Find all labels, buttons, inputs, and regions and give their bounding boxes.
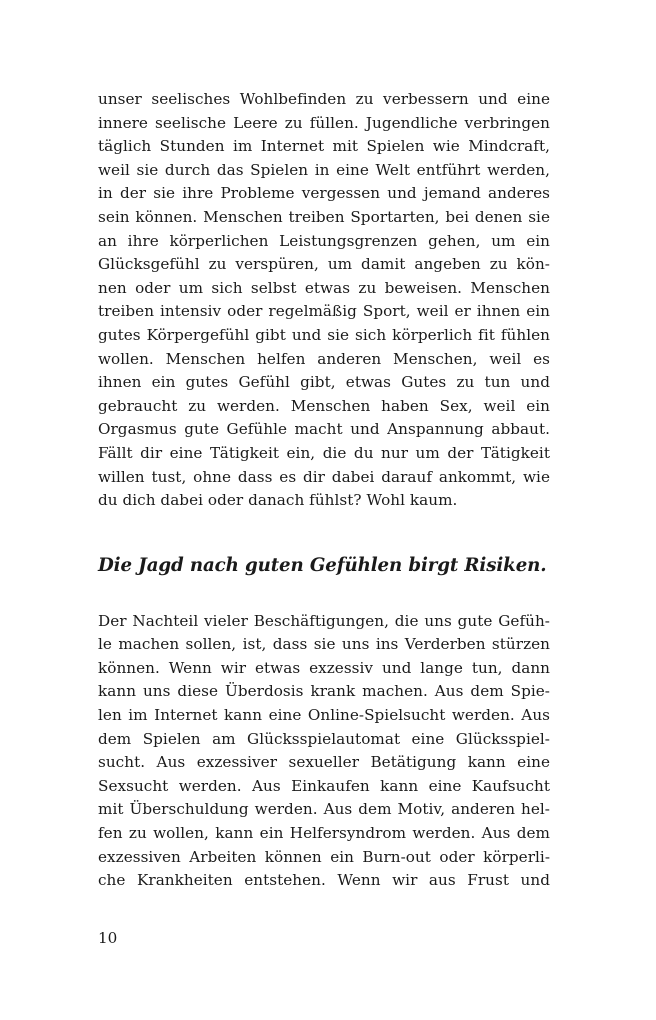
text-line: gutes Körpergefühl gibt und sie sich körperlich fit fühlen bbox=[98, 325, 550, 344]
page-number: 10 bbox=[98, 929, 118, 947]
text-line: nen oder um sich selbst etwas zu beweisen. Menschen bbox=[98, 278, 550, 297]
text-line: Der Nachteil vieler Beschäftigungen, die uns gute Gefüh- bbox=[98, 611, 550, 630]
text-line: wollen. Menschen helfen anderen Menschen, weil es bbox=[98, 349, 550, 368]
text-line: kann uns diese Überdosis krank machen. Aus dem Spie- bbox=[98, 682, 550, 701]
text-line: an ihre körperlichen Leistungsgrenzen gehen, um ein bbox=[98, 231, 550, 250]
text-line: Sexsucht werden. Aus Einkaufen kann eine Kaufsucht bbox=[98, 776, 550, 795]
text-line: treiben intensiv oder regelmäßig Sport, weil er ihnen ein bbox=[98, 302, 550, 321]
text-line: Fällt dir eine Tätigkeit ein, die du nur um der Tätigkeit bbox=[98, 443, 550, 462]
text-line: Glücksgefühl zu verspüren, um damit angeben zu kön- bbox=[98, 255, 550, 274]
text-line: täglich Stunden im Internet mit Spielen wie Mindcraft, bbox=[98, 137, 550, 156]
text-line: fen zu wollen, kann ein Helfersyndrom werden. Aus dem bbox=[98, 824, 550, 843]
text-line: mit Überschuldung werden. Aus dem Motiv, anderen hel- bbox=[98, 800, 550, 819]
text-line: du dich dabei oder danach fühlst? Wohl kaum. bbox=[98, 491, 458, 510]
text-line: le machen sollen, ist, dass sie uns ins Verderben stürzen bbox=[98, 635, 550, 654]
text-line: unser seelisches Wohlbefinden zu verbessern und eine bbox=[98, 90, 550, 108]
text-line: willen tust, ohne dass es dir dabei darauf ankommt, wie bbox=[98, 467, 550, 486]
text-line: che Krankheiten entstehen. Wenn wir aus Frust und bbox=[98, 871, 550, 890]
paragraph-1 bbox=[98, 88, 550, 513]
text-line: exzessiven Arbeiten können ein Burn-out oder körperli- bbox=[98, 847, 550, 866]
text-line: sein können. Menschen treiben Sportarten, bei denen sie bbox=[98, 207, 550, 226]
text-line: innere seelische Leere zu füllen. Jugendliche verbringen bbox=[98, 113, 550, 132]
text-line: len im Internet kann eine Online-Spielsucht werden. Aus bbox=[98, 706, 550, 725]
page-body bbox=[98, 88, 550, 893]
text-line: in der sie ihre Probleme vergessen und jemand anderes bbox=[98, 184, 550, 203]
text-line: weil sie durch das Spielen in eine Welt entführt werden, bbox=[98, 160, 550, 179]
text-line: ihnen ein gutes Gefühl gibt, etwas Gutes zu tun und bbox=[98, 373, 550, 392]
text-line: gebraucht zu werden. Menschen haben Sex, weil ein bbox=[98, 396, 550, 415]
text-line: können. Wenn wir etwas exzessiv und lange tun, dann bbox=[98, 658, 550, 677]
section-heading: Die Jagd nach guten Gefühlen birgt Risiken. bbox=[98, 554, 547, 576]
text-line: sucht. Aus exzessiver sexueller Betätigung kann eine bbox=[98, 753, 550, 772]
text-line: dem Spielen am Glücksspielautomat eine Glücksspiel- bbox=[98, 729, 550, 748]
paragraph-2 bbox=[98, 610, 550, 893]
text-line: Orgasmus gute Gefühle macht und Anspannung abbaut. bbox=[98, 420, 550, 439]
